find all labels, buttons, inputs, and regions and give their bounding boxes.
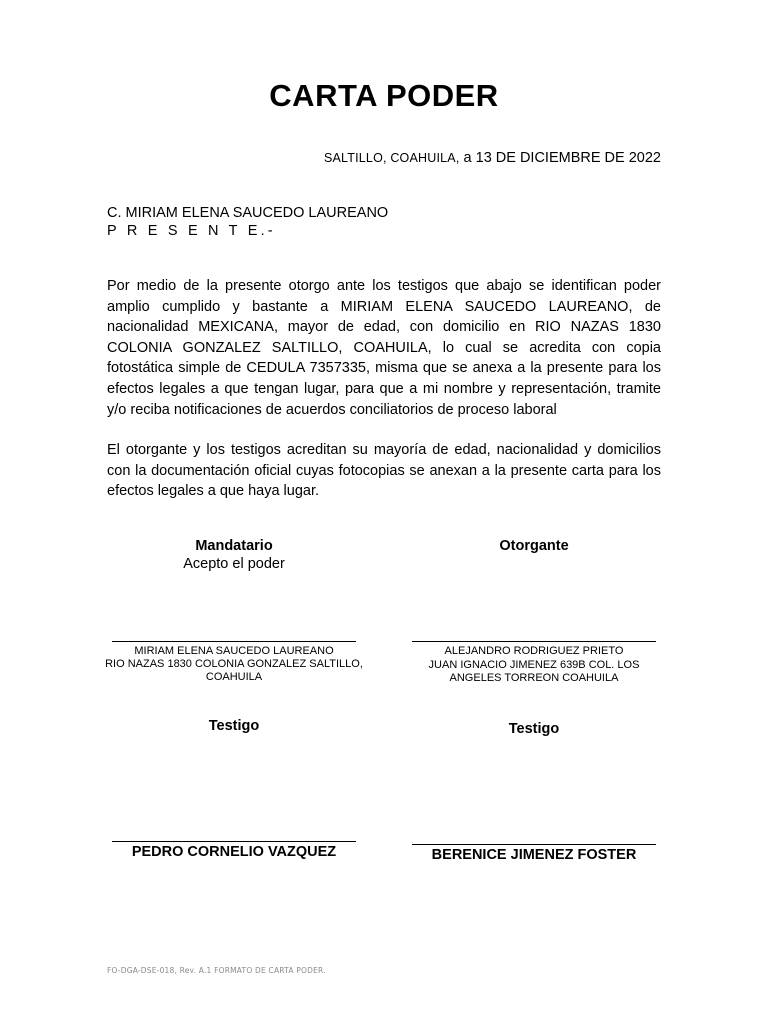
otorgante-name: ALEJANDRO RODRIGUEZ PRIETO bbox=[444, 645, 624, 657]
otorgante-heading: Otorgante bbox=[499, 538, 569, 554]
testigo-2-heading: Testigo bbox=[508, 721, 560, 737]
mandatario-name: MIRIAM ELENA SAUCEDO LAUREANO bbox=[134, 645, 334, 657]
testigo-2-name: BERENICE JIMENEZ FOSTER bbox=[431, 847, 637, 863]
mandatario-subheading: Acepto el poder bbox=[183, 556, 285, 572]
dateline-place: SALTILLO, COAHUILA, bbox=[323, 151, 460, 165]
dateline bbox=[324, 150, 661, 166]
testigo-1-name: PEDRO CORNELIO VAZQUEZ bbox=[131, 844, 337, 860]
testigo-1-signature-line bbox=[112, 841, 356, 842]
otorgante-signature-line bbox=[412, 641, 656, 642]
mandatario-signature-caption bbox=[104, 645, 364, 684]
footer-form-code: FO-DGA-DSE-018, Rev. A.1 FORMATO DE CARTA PODER. bbox=[107, 966, 326, 975]
mandatario-address: RIO NAZAS 1830 COLONIA GONZALEZ SALTILLO, COAHUILA bbox=[105, 658, 363, 683]
presente-line: P R E S E N T E.- bbox=[107, 223, 276, 239]
addressee-name: C. MIRIAM ELENA SAUCEDO LAUREANO bbox=[107, 205, 389, 221]
otorgante-address: JUAN IGNACIO JIMENEZ 639B COL. LOS ANGELES TORREON COAHUILA bbox=[428, 658, 640, 684]
mandatario-heading-block bbox=[112, 538, 356, 572]
document-title: CARTA PODER bbox=[269, 78, 499, 113]
otorgante-heading-block bbox=[412, 538, 656, 554]
otorgante-signature-caption bbox=[404, 645, 664, 686]
mandatario-heading: Mandatario bbox=[195, 538, 273, 554]
testigo-1-heading: Testigo bbox=[208, 718, 260, 734]
body-paragraph-1: Por medio de la presente otorgo ante los testigos que abajo se identifican poder amplio cumplido y bastante a MIRIAM ELENA SAUCEDO LAUREANO, de nacionalidad MEXICANA, mayor de edad, con domicilio en RIO NAZAS 1830 COLONIA GONZALEZ SALTILLO, COAHUILA, lo cual se acredita con copia fotostática simple de CEDULA 7357335, misma que se anexa a la presente para los efectos legales a que tengan lugar, para que a mi nombre y representación, tramite y/o reciba notificaciones de acuerdos conciliatorios de proceso laboral bbox=[107, 278, 661, 418]
testigo-2-signature-line bbox=[412, 844, 656, 845]
mandatario-signature-line bbox=[112, 641, 356, 642]
testigo-2-heading-block bbox=[412, 721, 656, 737]
testigo-1-heading-block bbox=[112, 718, 356, 734]
dateline-date: a 13 DE DICIEMBRE DE 2022 bbox=[459, 150, 661, 166]
body-paragraph-2: El otorgante y los testigos acreditan su mayoría de edad, nacionalidad y domicilios con la documentación oficial cuyas fotocopias se anexan a la presente carta para los efectos legales a que haya lugar. bbox=[107, 442, 661, 500]
addressee-block bbox=[107, 204, 388, 240]
